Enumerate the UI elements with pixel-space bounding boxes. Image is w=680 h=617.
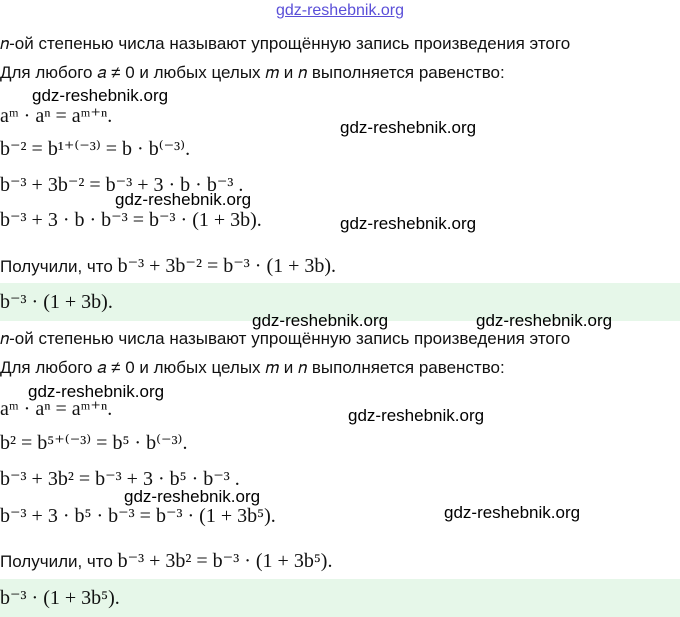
- watermark: gdz-reshebnik.org: [340, 214, 477, 233]
- answer-formula-1: b⁻³ · (1 + 3b).: [0, 291, 113, 313]
- watermark: gdz-reshebnik.org: [28, 382, 165, 401]
- step1-formula-1: b⁻² = b¹⁺⁽⁻³⁾ = b · b⁽⁻³⁾.: [0, 138, 191, 160]
- watermark: gdz-reshebnik.org: [124, 487, 261, 506]
- identity-formula-2: aᵐ · aⁿ = aᵐ⁺ⁿ.: [0, 398, 113, 420]
- watermark: gdz-reshebnik.org: [252, 311, 389, 330]
- watermark: gdz-reshebnik.org: [340, 118, 477, 137]
- result-formula-1: b⁻³ + 3b⁻² = b⁻³ · (1 + 3b).: [117, 255, 337, 277]
- step3-formula-2: b⁻³ + 3 · b⁵ · b⁻³ = b⁻³ · (1 + 3b⁵).: [0, 505, 276, 527]
- result-formula-2: b⁻³ + 3b² = b⁻³ · (1 + 3b⁵).: [117, 550, 333, 572]
- identity-formula-1: aᵐ · aⁿ = aᵐ⁺ⁿ.: [0, 105, 113, 127]
- answer-formula-2: b⁻³ · (1 + 3b⁵).: [0, 587, 120, 609]
- watermark-site-link[interactable]: gdz-reshebnik.org: [275, 2, 405, 19]
- intro-text-2: 𝑛-ой степенью числа называют упрощённую запись произведения этого: [0, 329, 571, 348]
- watermark: gdz-reshebnik.org: [115, 190, 252, 209]
- step2-formula-1: b⁻³ + 3b⁻² = b⁻³ + 3 · b · b⁻³ .: [0, 174, 244, 196]
- step3-formula-1: b⁻³ + 3 · b · b⁻³ = b⁻³ · (1 + 3b).: [0, 209, 262, 231]
- intro-text-1: 𝑛-ой степенью числа называют упрощённую запись произведения этого: [0, 34, 571, 53]
- watermark: gdz-reshebnik.org: [476, 311, 613, 330]
- result-prefix-2: Получили, что: [0, 552, 113, 571]
- step2-formula-2: b⁻³ + 3b² = b⁻³ + 3 · b⁵ · b⁻³ .: [0, 468, 240, 490]
- condition-text-2: Для любого 𝑎 ≠ 0 и любых целых 𝑚 и 𝑛 выполняется равенство:: [0, 358, 505, 377]
- watermark: gdz-reshebnik.org: [348, 406, 485, 425]
- result-prefix-1: Получили, что: [0, 257, 113, 276]
- watermark: gdz-reshebnik.org: [444, 503, 581, 522]
- step1-formula-2: b² = b⁵⁺⁽⁻³⁾ = b⁵ · b⁽⁻³⁾.: [0, 432, 188, 454]
- watermark: gdz-reshebnik.org: [32, 86, 169, 105]
- condition-text-1: Для любого 𝑎 ≠ 0 и любых целых 𝑚 и 𝑛 выполняется равенство:: [0, 63, 505, 82]
- result-line-1: [0, 255, 336, 278]
- result-line-2: [0, 550, 332, 573]
